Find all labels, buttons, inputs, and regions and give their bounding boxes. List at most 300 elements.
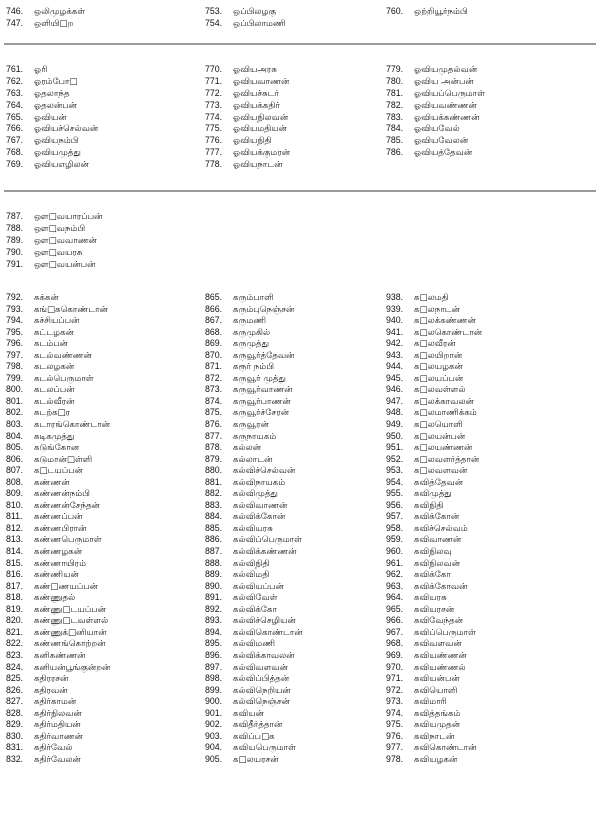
entry-number: 959. xyxy=(386,534,404,545)
list-item xyxy=(386,696,482,708)
entry-number: 805. xyxy=(6,442,24,453)
column-2 xyxy=(205,6,286,30)
entry-number: 827. xyxy=(6,696,24,707)
entry-name: கவிச்செல்வம் xyxy=(414,523,468,534)
list-item xyxy=(386,477,482,489)
entry-name: கவியன்பன் xyxy=(414,674,460,685)
list-item xyxy=(205,488,303,500)
entry-name: கவித்தங்கம் xyxy=(414,708,461,719)
entry-number: 792. xyxy=(6,292,24,302)
entry-number: 869. xyxy=(205,338,223,349)
list-item xyxy=(6,384,110,396)
entry-name: கல்விநெறியன் xyxy=(233,685,291,696)
entry-number: 950. xyxy=(386,430,404,441)
list-item xyxy=(6,6,85,18)
entry-name: கல்விமுத்து xyxy=(233,489,278,500)
entry-number: 775. xyxy=(205,123,223,134)
entry-name: ஓவியக்கண்ணன் xyxy=(414,112,480,123)
list-item xyxy=(386,662,482,674)
entry-name: க□லவீரன் xyxy=(414,339,456,350)
list-item xyxy=(386,123,485,135)
entry-name: ஒற்றியூர்நம்பி xyxy=(414,7,468,17)
list-item xyxy=(205,592,303,604)
entry-number: 764. xyxy=(6,99,24,110)
entry-number: 784. xyxy=(386,123,404,134)
list-item xyxy=(205,112,290,124)
entry-name: கதிரரசன் xyxy=(34,674,69,685)
list-item xyxy=(205,338,303,350)
list-item xyxy=(205,523,303,535)
entry-name: கவித்தேவன் xyxy=(414,477,464,488)
entry-number: 818. xyxy=(6,592,24,603)
entry-number: 897. xyxy=(205,661,223,672)
list-item xyxy=(205,350,303,362)
list-item xyxy=(205,419,303,431)
list-item xyxy=(205,719,303,731)
entry-name: க□லக்கண்ணன் xyxy=(414,316,476,327)
entry-number: 901. xyxy=(205,707,223,718)
entry-name: கல்விச்செல்வன் xyxy=(233,466,296,477)
entry-name: கவிதீர்த்தான் xyxy=(233,720,283,731)
list-item xyxy=(386,719,482,731)
entry-name: ஓவியநாடன் xyxy=(233,160,283,171)
list-item xyxy=(205,327,303,339)
entry-number: 976. xyxy=(386,730,404,741)
list-item xyxy=(386,581,482,593)
list-item xyxy=(205,315,303,327)
entry-name: க□லநாடன் xyxy=(414,304,460,315)
entry-number: 823. xyxy=(6,649,24,660)
list-item xyxy=(6,731,110,743)
entry-number: 960. xyxy=(386,546,404,557)
entry-name: கண்ணாயிரம் xyxy=(34,558,87,569)
list-item xyxy=(205,64,290,76)
entry-name: க□லவளவன் xyxy=(414,466,468,477)
entry-number: 753. xyxy=(205,6,223,16)
entry-number: 946. xyxy=(386,384,404,395)
list-item xyxy=(6,18,85,30)
list-item xyxy=(205,534,303,546)
entry-name: கல்விக்கோன் xyxy=(233,512,286,523)
column-1 xyxy=(6,292,110,765)
entry-number: 966. xyxy=(386,615,404,626)
entry-number: 900. xyxy=(205,696,223,707)
entry-number: 766. xyxy=(6,123,24,134)
entry-number: 811. xyxy=(6,511,23,522)
entry-number: 762. xyxy=(6,75,24,86)
entry-number: 891. xyxy=(205,592,223,603)
entry-name: கவிவேந்தன் xyxy=(414,616,464,627)
entry-number: 875. xyxy=(205,407,223,418)
list-item xyxy=(6,581,110,593)
entry-number: 882. xyxy=(205,488,223,499)
entry-number: 951. xyxy=(386,442,404,453)
list-item xyxy=(6,534,110,546)
list-item xyxy=(386,650,482,662)
entry-name: கதிரவன் xyxy=(34,685,68,696)
list-item xyxy=(6,754,110,766)
list-item xyxy=(6,112,98,124)
entry-name: கல்விக்காவலன் xyxy=(233,650,295,661)
list-item xyxy=(205,731,303,743)
list-item xyxy=(386,454,482,466)
entry-number: 810. xyxy=(6,499,24,510)
list-item xyxy=(6,558,110,570)
list-item xyxy=(205,615,303,627)
entry-number: 953. xyxy=(386,465,404,476)
entry-number: 963. xyxy=(386,580,404,591)
entry-name: கண்ணழகன் xyxy=(34,547,83,558)
entry-name: கல்விநிதி xyxy=(233,558,270,569)
entry-number: 877. xyxy=(205,430,223,441)
entry-number: 777. xyxy=(205,147,223,158)
entry-name: கவிநிதி xyxy=(414,500,444,511)
column-3 xyxy=(386,64,485,159)
entry-number: 965. xyxy=(386,603,404,614)
entry-number: 944. xyxy=(386,361,404,372)
entry-number: 884. xyxy=(205,511,223,522)
list-item xyxy=(6,604,110,616)
entry-name: ஓவியவாணன் xyxy=(233,76,290,87)
entry-name: கல்விப்பித்தன் xyxy=(233,674,290,685)
list-item xyxy=(205,454,303,466)
list-item xyxy=(205,546,303,558)
entry-number: 797. xyxy=(6,349,24,360)
list-item xyxy=(205,558,303,570)
entry-name: கவியண்ணன் xyxy=(414,650,467,661)
entry-name: கண்ணு□டயப்பன் xyxy=(34,604,106,615)
list-item xyxy=(386,523,482,535)
entry-number: 802. xyxy=(6,407,24,418)
entry-name: க□லயிறான் xyxy=(414,350,463,361)
list-item xyxy=(386,407,482,419)
entry-name: க□டயப்பன் xyxy=(34,466,83,477)
list-item xyxy=(205,604,303,616)
entry-name: ஓவியச்செல்வன் xyxy=(34,124,99,135)
list-item xyxy=(205,361,303,373)
entry-name: கடம்பன் xyxy=(34,339,68,350)
entry-name: கவிநாடன் xyxy=(414,731,455,742)
entry-number: 808. xyxy=(6,476,24,487)
entry-name: க□லயொளி xyxy=(414,420,463,431)
entry-name: க□லயழகன் xyxy=(414,362,463,373)
entry-number: 774. xyxy=(205,111,223,122)
entry-name: கண்ணியன் xyxy=(34,570,79,581)
entry-number: 873. xyxy=(205,384,223,395)
entry-name: கவியமுதன் xyxy=(414,720,461,731)
entry-name: ஓவியன் xyxy=(34,112,67,123)
entry-number: 974. xyxy=(386,707,404,718)
list-item xyxy=(6,627,110,639)
entry-name: கருமணி xyxy=(233,316,267,327)
list-item xyxy=(386,361,482,373)
list-item xyxy=(386,754,482,766)
entry-number: 867. xyxy=(205,315,223,326)
entry-name: கல்விநெஞ்சன் xyxy=(233,697,290,708)
entry-number: 972. xyxy=(386,684,404,695)
list-item xyxy=(6,546,110,558)
list-item xyxy=(386,500,482,512)
entry-name: கடற்க□ர xyxy=(34,408,71,419)
list-item xyxy=(205,304,303,316)
list-item xyxy=(6,247,102,259)
entry-number: 890. xyxy=(205,580,223,591)
column-2 xyxy=(205,64,290,171)
entry-name: கல்விவேள் xyxy=(233,593,278,604)
entry-number: 747. xyxy=(6,17,24,28)
entry-name: ஓவியவண்ணன் xyxy=(414,100,477,111)
list-item xyxy=(386,88,485,100)
list-item xyxy=(386,569,482,581)
list-item xyxy=(6,454,110,466)
section-divider xyxy=(4,43,596,45)
entry-number: 807. xyxy=(6,465,24,476)
list-item xyxy=(386,384,482,396)
list-item xyxy=(6,523,110,535)
entry-number: 968. xyxy=(386,638,404,649)
entry-number: 940. xyxy=(386,315,404,326)
list-item xyxy=(205,500,303,512)
list-item xyxy=(386,100,485,112)
list-item xyxy=(6,477,110,489)
list-item xyxy=(6,147,98,159)
entry-name: கல்வியரசு xyxy=(233,523,273,534)
entry-name: கதிர்நிலவன் xyxy=(34,708,82,719)
entry-number: 948. xyxy=(386,407,404,418)
entry-number: 799. xyxy=(6,372,24,383)
entry-number: 952. xyxy=(386,453,404,464)
entry-name: கண்□ணயப்பன் xyxy=(34,581,98,592)
entry-name: கல்விக்கண்ணன் xyxy=(233,547,297,558)
entry-number: 819. xyxy=(6,603,24,614)
list-item xyxy=(205,431,303,443)
entry-number: 969. xyxy=(386,649,404,660)
list-item xyxy=(6,662,110,674)
entry-name: கடல்வீரன் xyxy=(34,396,75,407)
list-item xyxy=(6,569,110,581)
entry-name: கவிகொண்டான் xyxy=(414,743,477,754)
column-1 xyxy=(6,211,102,270)
entry-number: 866. xyxy=(205,303,223,314)
entry-name: கல்லன் xyxy=(233,443,262,454)
entry-name: கண்ணன் xyxy=(34,477,70,488)
entry-number: 795. xyxy=(6,326,24,337)
list-item xyxy=(205,465,303,477)
list-item xyxy=(386,534,482,546)
entry-number: 828. xyxy=(6,707,24,718)
list-item xyxy=(205,627,303,639)
entry-name: கதிர்வேல் xyxy=(34,743,73,754)
entry-number: 801. xyxy=(6,395,24,406)
entry-name: கரும்புநெஞ்சன் xyxy=(233,304,295,315)
entry-name: க□லமாணிக்கம் xyxy=(414,408,477,419)
entry-number: 812. xyxy=(6,522,24,533)
entry-name: கருவூர்ச்சேரன் xyxy=(233,408,290,419)
list-item xyxy=(205,742,303,754)
entry-name: கருநாயகம் xyxy=(233,431,277,442)
entry-number: 949. xyxy=(386,419,404,430)
list-item xyxy=(386,511,482,523)
entry-number: 783. xyxy=(386,111,404,122)
entry-number: 770. xyxy=(205,64,223,74)
entry-number: 945. xyxy=(386,372,404,383)
entry-number: 958. xyxy=(386,522,404,533)
entry-number: 970. xyxy=(386,661,404,672)
entry-number: 899. xyxy=(205,684,223,695)
list-item xyxy=(6,327,110,339)
entry-name: ஓவியப்பெருமாள் xyxy=(414,88,485,99)
entry-name: கருமுத்து xyxy=(233,339,270,350)
entry-number: 822. xyxy=(6,638,24,649)
entry-name: கண்ணபெருமாள் xyxy=(34,535,102,546)
list-item xyxy=(386,327,482,339)
list-item xyxy=(386,465,482,477)
entry-number: 939. xyxy=(386,303,404,314)
entry-number: 794. xyxy=(6,315,24,326)
entry-name: கரூர் நம்பி xyxy=(233,362,275,373)
entry-name: கடலப்பன் xyxy=(34,385,75,396)
list-item xyxy=(6,211,102,223)
entry-number: 776. xyxy=(205,135,223,146)
entry-name: கனியன்பூங்குன்றன் xyxy=(34,662,111,673)
entry-number: 815. xyxy=(6,557,24,568)
list-item xyxy=(386,604,482,616)
entry-number: 943. xyxy=(386,349,404,360)
list-item xyxy=(6,407,110,419)
entry-number: 768. xyxy=(6,147,24,158)
list-item xyxy=(386,627,482,639)
entry-name: கவிக்கோன் xyxy=(414,512,460,523)
entry-name: கருமுகில் xyxy=(233,327,271,338)
list-item xyxy=(6,223,102,235)
entry-number: 964. xyxy=(386,592,404,603)
entry-name: கல்விமணி xyxy=(233,639,276,650)
list-item xyxy=(386,442,482,454)
entry-number: 889. xyxy=(205,569,223,580)
entry-name: கதிர்வேலன் xyxy=(34,754,81,765)
list-item xyxy=(6,396,110,408)
entry-number: 832. xyxy=(6,753,24,764)
list-item xyxy=(6,592,110,604)
entry-number: 788. xyxy=(6,222,24,233)
entry-number: 904. xyxy=(205,742,223,753)
entry-number: 771. xyxy=(205,75,223,86)
entry-name: ஓவியநிதி xyxy=(233,136,272,147)
entry-number: 816. xyxy=(6,569,24,580)
list-item xyxy=(386,685,482,697)
list-item xyxy=(205,708,303,720)
entry-number: 760. xyxy=(386,6,404,16)
list-item xyxy=(386,431,482,443)
list-item xyxy=(205,662,303,674)
entry-number: 942. xyxy=(386,338,404,349)
entry-name: கல்லாடன் xyxy=(233,454,273,465)
list-item xyxy=(386,6,468,18)
entry-name: ஓவியஅரசு xyxy=(233,65,277,75)
entry-name: க□லகொண்டான் xyxy=(414,327,483,338)
list-item xyxy=(386,731,482,743)
entry-number: 754. xyxy=(205,17,223,28)
entry-number: 941. xyxy=(386,326,404,337)
entry-name: கண்ணு□டவள்ளல் xyxy=(34,616,109,627)
entry-number: 814. xyxy=(6,546,24,557)
list-item xyxy=(6,292,110,304)
entry-number: 879. xyxy=(205,453,223,464)
entry-number: 954. xyxy=(386,476,404,487)
list-item xyxy=(205,396,303,408)
list-item xyxy=(6,650,110,662)
list-item xyxy=(6,259,102,271)
entry-number: 973. xyxy=(386,696,404,707)
list-item xyxy=(205,18,286,30)
entry-number: 938. xyxy=(386,292,404,302)
entry-name: கடுங்கோன xyxy=(34,443,80,454)
list-item xyxy=(386,592,482,604)
list-item xyxy=(6,64,98,76)
entry-number: 896. xyxy=(205,649,223,660)
entry-name: கங்□ககொண்டான் xyxy=(34,304,108,315)
list-item xyxy=(205,292,303,304)
list-item xyxy=(205,76,290,88)
entry-name: கல்விப்பெருமாள் xyxy=(233,535,303,546)
entry-name: கல்விக்கோ xyxy=(233,604,277,615)
entry-name: கவியரசு xyxy=(414,593,447,604)
entry-name: கவிமாரி xyxy=(414,697,447,708)
entry-name: கச்சியப்பன் xyxy=(34,316,80,327)
entry-number: 800. xyxy=(6,384,24,395)
entry-name: க□லயப்பன் xyxy=(414,373,464,384)
list-item xyxy=(205,6,286,18)
entry-number: 782. xyxy=(386,99,404,110)
entry-name: கடாரங்கொண்டான் xyxy=(34,420,111,431)
list-item xyxy=(205,384,303,396)
entry-number: 893. xyxy=(205,615,223,626)
entry-name: ஓவியமதியன் xyxy=(233,124,288,135)
entry-number: 831. xyxy=(6,742,24,753)
list-item xyxy=(386,708,482,720)
list-item xyxy=(386,546,482,558)
entry-name: க□லவள்ளல் xyxy=(414,385,466,396)
entry-number: 880. xyxy=(205,465,223,476)
entry-name: ஒளியி□ற xyxy=(34,18,74,29)
list-item xyxy=(386,315,482,327)
entry-name: கவியண்ணல் xyxy=(414,662,466,673)
entry-name: கருவூரன் xyxy=(233,420,269,431)
entry-number: 769. xyxy=(6,159,24,170)
entry-name: கல்விவாணன் xyxy=(233,500,288,511)
entry-name: கல்விவளவன் xyxy=(233,662,288,673)
entry-name: கக்கன் xyxy=(34,293,59,303)
entry-name: ஒலிமுழக்கள் xyxy=(34,7,86,17)
entry-name: ஔ□வயரசு xyxy=(34,247,83,258)
list-item xyxy=(205,100,290,112)
entry-number: 895. xyxy=(205,638,223,649)
entry-name: ஓவியவேலன் xyxy=(414,136,469,147)
list-item xyxy=(6,350,110,362)
entry-number: 829. xyxy=(6,719,24,730)
entry-number: 881. xyxy=(205,476,223,487)
entry-name: கவியன் xyxy=(233,708,264,719)
entry-number: 806. xyxy=(6,453,24,464)
list-item xyxy=(6,696,110,708)
entry-name: ஓதலன்பன் xyxy=(34,100,78,111)
column-3 xyxy=(386,292,482,765)
list-item xyxy=(6,719,110,731)
entry-number: 809. xyxy=(6,488,24,499)
entry-name: கண்ணுதல் xyxy=(34,593,76,604)
entry-name: கவிப்ப□க xyxy=(233,731,275,742)
entry-name: கவியபெருமாள் xyxy=(233,743,296,754)
